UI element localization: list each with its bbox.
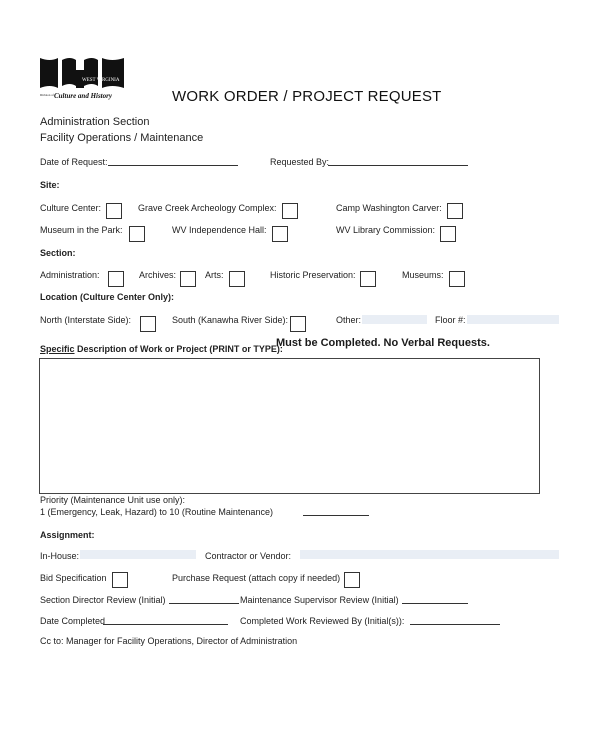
floor-field[interactable] xyxy=(467,315,559,324)
historic-preservation-checkbox[interactable] xyxy=(360,271,376,287)
wv-independence-label: WV Independence Hall: xyxy=(172,225,267,235)
administration-checkbox[interactable] xyxy=(108,271,124,287)
date-completed-field[interactable] xyxy=(103,624,228,625)
archives-checkbox[interactable] xyxy=(180,271,196,287)
section-name: Administration Section xyxy=(40,116,150,128)
archives-label: Archives: xyxy=(139,270,177,280)
requested-by-label: Requested By: xyxy=(270,157,330,167)
grave-creek-label: Grave Creek Archeology Complex: xyxy=(138,203,277,213)
maintenance-supervisor-label: Maintenance Supervisor Review (Initial) xyxy=(240,595,399,605)
other-field[interactable] xyxy=(362,315,427,324)
section-heading: Section: xyxy=(40,248,76,258)
completed-by-field[interactable] xyxy=(410,624,500,625)
bid-spec-checkbox[interactable] xyxy=(112,572,128,588)
logo-emblem-icon xyxy=(40,56,126,90)
maintenance-supervisor-field[interactable] xyxy=(402,603,468,604)
camp-washington-checkbox[interactable] xyxy=(447,203,463,219)
museums-checkbox[interactable] xyxy=(449,271,465,287)
priority-label: Priority (Maintenance Unit use only): xyxy=(40,495,186,505)
date-of-request-field[interactable] xyxy=(108,165,238,166)
contractor-field[interactable] xyxy=(300,550,559,559)
south-checkbox[interactable] xyxy=(290,316,306,332)
must-be-completed-note: Must be Completed. No Verbal Requests. xyxy=(276,337,490,349)
floor-label: Floor #: xyxy=(435,315,466,325)
inhouse-field[interactable] xyxy=(80,550,196,559)
south-label: South (Kanawha River Side): xyxy=(172,315,289,325)
contractor-label: Contractor or Vendor: xyxy=(205,551,292,561)
description-label: Description of Work or Project (PRINT or TYPE): xyxy=(74,344,283,354)
priority-field[interactable] xyxy=(303,515,369,516)
description-textarea[interactable] xyxy=(39,358,540,494)
wv-library-checkbox[interactable] xyxy=(440,226,456,242)
museum-park-label: Museum in the Park: xyxy=(40,225,123,235)
bid-spec-label: Bid Specification xyxy=(40,573,107,583)
north-checkbox[interactable] xyxy=(140,316,156,332)
description-heading xyxy=(40,339,283,357)
assignment-heading: Assignment: xyxy=(40,530,95,540)
museum-park-checkbox[interactable] xyxy=(129,226,145,242)
department-name: Facility Operations / Maintenance xyxy=(40,132,204,144)
logo-top-text: WEST VIRGINIA xyxy=(82,78,120,83)
purchase-request-checkbox[interactable] xyxy=(344,572,360,588)
culture-center-label: Culture Center: xyxy=(40,203,102,213)
administration-label: Administration: xyxy=(40,270,100,280)
historic-preservation-label: Historic Preservation: xyxy=(270,270,356,280)
date-of-request-label: Date of Request: xyxy=(40,157,108,167)
page-title: WORK ORDER / PROJECT REQUEST xyxy=(172,88,442,105)
requested-by-field[interactable] xyxy=(328,165,468,166)
logo-bottom-text: Culture and History xyxy=(54,92,112,100)
grave-creek-checkbox[interactable] xyxy=(282,203,298,219)
inhouse-label: In-House: xyxy=(40,551,80,561)
camp-washington-label: Camp Washington Carver: xyxy=(336,203,442,213)
arts-label: Arts: xyxy=(205,270,224,280)
logo-prefix-text: Division of xyxy=(40,93,54,97)
museums-label: Museums: xyxy=(402,270,444,280)
north-label: North (Interstate Side): xyxy=(40,315,132,325)
arts-checkbox[interactable] xyxy=(229,271,245,287)
date-completed-label: Date Completed xyxy=(40,616,106,626)
specific-label: Specific xyxy=(40,344,75,354)
wv-library-label: WV Library Commission: xyxy=(336,225,436,235)
priority-scale-label: 1 (Emergency, Leak, Hazard) to 10 (Routine Maintenance) xyxy=(40,507,273,517)
section-director-field[interactable] xyxy=(169,603,239,604)
logo xyxy=(40,56,126,102)
section-director-label: Section Director Review (Initial) xyxy=(40,595,166,605)
cc-note: Cc to: Manager for Facility Operations, Director of Administration xyxy=(40,636,298,646)
completed-by-label: Completed Work Reviewed By (Initial(s)): xyxy=(240,616,405,626)
wv-independence-checkbox[interactable] xyxy=(272,226,288,242)
culture-center-checkbox[interactable] xyxy=(106,203,122,219)
other-label: Other: xyxy=(336,315,362,325)
location-heading: Location (Culture Center Only): xyxy=(40,292,175,302)
purchase-request-label: Purchase Request (attach copy if needed) xyxy=(172,573,341,583)
site-heading: Site: xyxy=(40,180,60,190)
